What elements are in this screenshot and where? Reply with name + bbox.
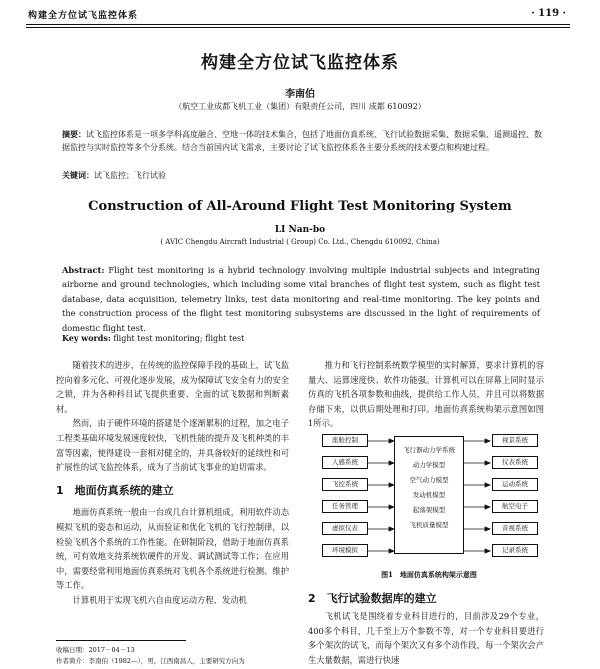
keywords-en	[62, 333, 540, 343]
abstract-en-text: Flight test monitoring is a hybrid technology involving multiple industrial subjects and integrating airborne and ground technologies, which including some vital branches of flight test system, such as flight test database, data acquisition, telemetry links, test data monitoring and real-time monitoring. The key points and the construction process of the flight test monitoring subsystems are discussed in the light of requirements of domestic flight test.	[62, 265, 540, 333]
figure-center-line-4: 发动机模型	[412, 491, 446, 499]
footnote-rule	[56, 640, 186, 641]
paper-title-en: Construction of All-Around Flight Test Monitoring System	[88, 199, 512, 214]
figure-center-line-1: 飞行器动力学系统	[403, 446, 455, 454]
figure-box-recording-system: 记录系统	[492, 544, 538, 557]
author-en: LI Nan-bo	[274, 225, 326, 235]
keywords-cn-text: 试飞监控；飞行试验	[94, 171, 166, 180]
intro-paragraph-2: 然而，由于硬件环境的搭建是个逐渐累积的过程，加之电子工程类基础环境发展速度较快，飞机性能的提升及飞机种类的丰富等因素，使得建设一套相对健全的，并具备较好的延续性和可扩展性的试飞监控体系，成为了当前试飞事业的迫切需求。	[56, 418, 289, 473]
section-2-body	[308, 609, 544, 667]
section-1-heading: 1 地面仿真系统的建立	[56, 483, 174, 497]
section-2-heading: 2 飞行试验数据库的建立	[308, 592, 437, 605]
section-1-paragraph-2: 计算机用于实现飞机六自由度运动方程、发动机	[72, 594, 247, 605]
keywords-en-text: flight test monitoring; flight test	[110, 334, 245, 343]
running-header-title: 构建全方位试飞监控体系	[28, 11, 139, 21]
body-column-left	[56, 358, 289, 608]
figure-box-environment-simulation: 环境模拟	[322, 544, 368, 557]
figure-center-line-6: 飞机质量模型	[409, 521, 449, 529]
figure-box-audio-video-system: 音视系统	[492, 522, 538, 535]
paper-title-cn: 构建全方位试飞监控体系	[201, 53, 399, 73]
figure-box-instrument-system: 仪表系统	[492, 456, 538, 469]
abstract-cn-text: 试飞监控体系是一项多学科高度融合、空地一体的技术集合，包括了地面仿真系统、飞行试验数据采集、数据采集、遥测遥控、数据监控与实时监控等多个分系统。结合当前国内试飞需求，主要讨论了试飞监控体系各主要分系统的技术要点和构建过程。	[62, 130, 542, 152]
affiliation-cn: （航空工业成都飞机工业（集团）有限责任公司，四川 成都 610092）	[174, 102, 426, 111]
page-number: · 119 ·	[531, 8, 566, 19]
figure-box-avionics: 航空电子	[492, 500, 538, 513]
figure-box-visual-system: 视景系统	[492, 434, 538, 447]
figure-box-virtual-instruments: 虚拟仪表	[322, 522, 368, 535]
section-1-paragraph-1: 地面仿真系统一般由一台或几台计算机组成，利用软件动态模拟飞机的姿态和运动，从而验证和优化飞机的飞行控制律，以检验飞机各个系统的工作性能。在研制阶段，借助于地面仿真系统，可有效地支持系统软硬件的开发、调试测试等工作；在应用中，需要经常利用地面仿真系统对飞机各个系统进行检测、维护等工作。	[56, 507, 289, 591]
figure-box-feel-system: 人感系统	[322, 456, 368, 469]
keywords-en-label: Key words:	[62, 333, 111, 343]
affiliation-en: ( AVIC Chengdu Aircraft Industrial ( Group) Co. Ltd., Chengdu 610092, China)	[160, 238, 440, 246]
figure-1-diagram	[318, 430, 540, 562]
intro-paragraph-1: 随着技术的进步，在传统的监控保障手段的基础上，试飞监控向着多元化、可视化逐步发展，成为保障试飞安全有力的安全之锁，并为各种科目试飞提供重要、全面的试飞数据和判断素材。	[56, 360, 289, 414]
figure-box-mission-management: 任务管理	[322, 500, 368, 513]
header-rule-thin	[26, 27, 570, 28]
abstract-en	[62, 263, 540, 335]
figure-1-caption: 图1 地面仿真系统构架示意图	[381, 570, 477, 579]
figure-box-flight-control: 飞控系统	[322, 478, 368, 491]
column-2-paragraph-1: 推力和飞行控制系统数学模型的实时解算，要求计算机的容量大、运算速度快、软件功能强。计算机可以在屏幕上同时显示仿真的飞机各项参数和曲线，提供给工作人员，并且可以将数据存储下来，以供后期处理和打印。地面仿真系统构架示意图如图1所示。	[308, 360, 544, 429]
footnote-received: 收稿日期：2017－04－13	[56, 646, 135, 654]
figure-center-line-2: 动力学模型	[412, 461, 446, 469]
body-column-right	[308, 358, 544, 431]
figure-box-motion-system: 运动系统	[492, 478, 538, 491]
abstract-cn-label: 摘要：	[62, 129, 86, 139]
keywords-cn	[62, 170, 542, 181]
figure-center-line-5: 起落架模型	[412, 506, 446, 514]
figure-box-cockpit-control: 座舱控制	[322, 434, 368, 447]
abstract-cn	[62, 128, 542, 154]
header-rule	[26, 24, 570, 25]
keywords-cn-label: 关键词：	[62, 170, 94, 180]
abstract-en-label: Abstract:	[62, 265, 105, 275]
figure-center-line-3: 空气动力模型	[409, 476, 449, 484]
section-2-paragraph-1: 飞机试飞是围绕着专业科目进行的，目前涉及29个专业，400多个科目，几千至上万个参数不等，对一个专业科目要进行多个架次的试飞，而每个架次又有多个动作段，每一个架次会产生大量数据，需进行快速	[308, 611, 544, 665]
figure-center-dynamics-block	[394, 436, 464, 554]
author-cn: 李南伯	[285, 89, 315, 100]
footnote-author-bio: 作者简介：李南伯（1982—），男，江西南昌人，主要研究方向为	[56, 657, 245, 665]
